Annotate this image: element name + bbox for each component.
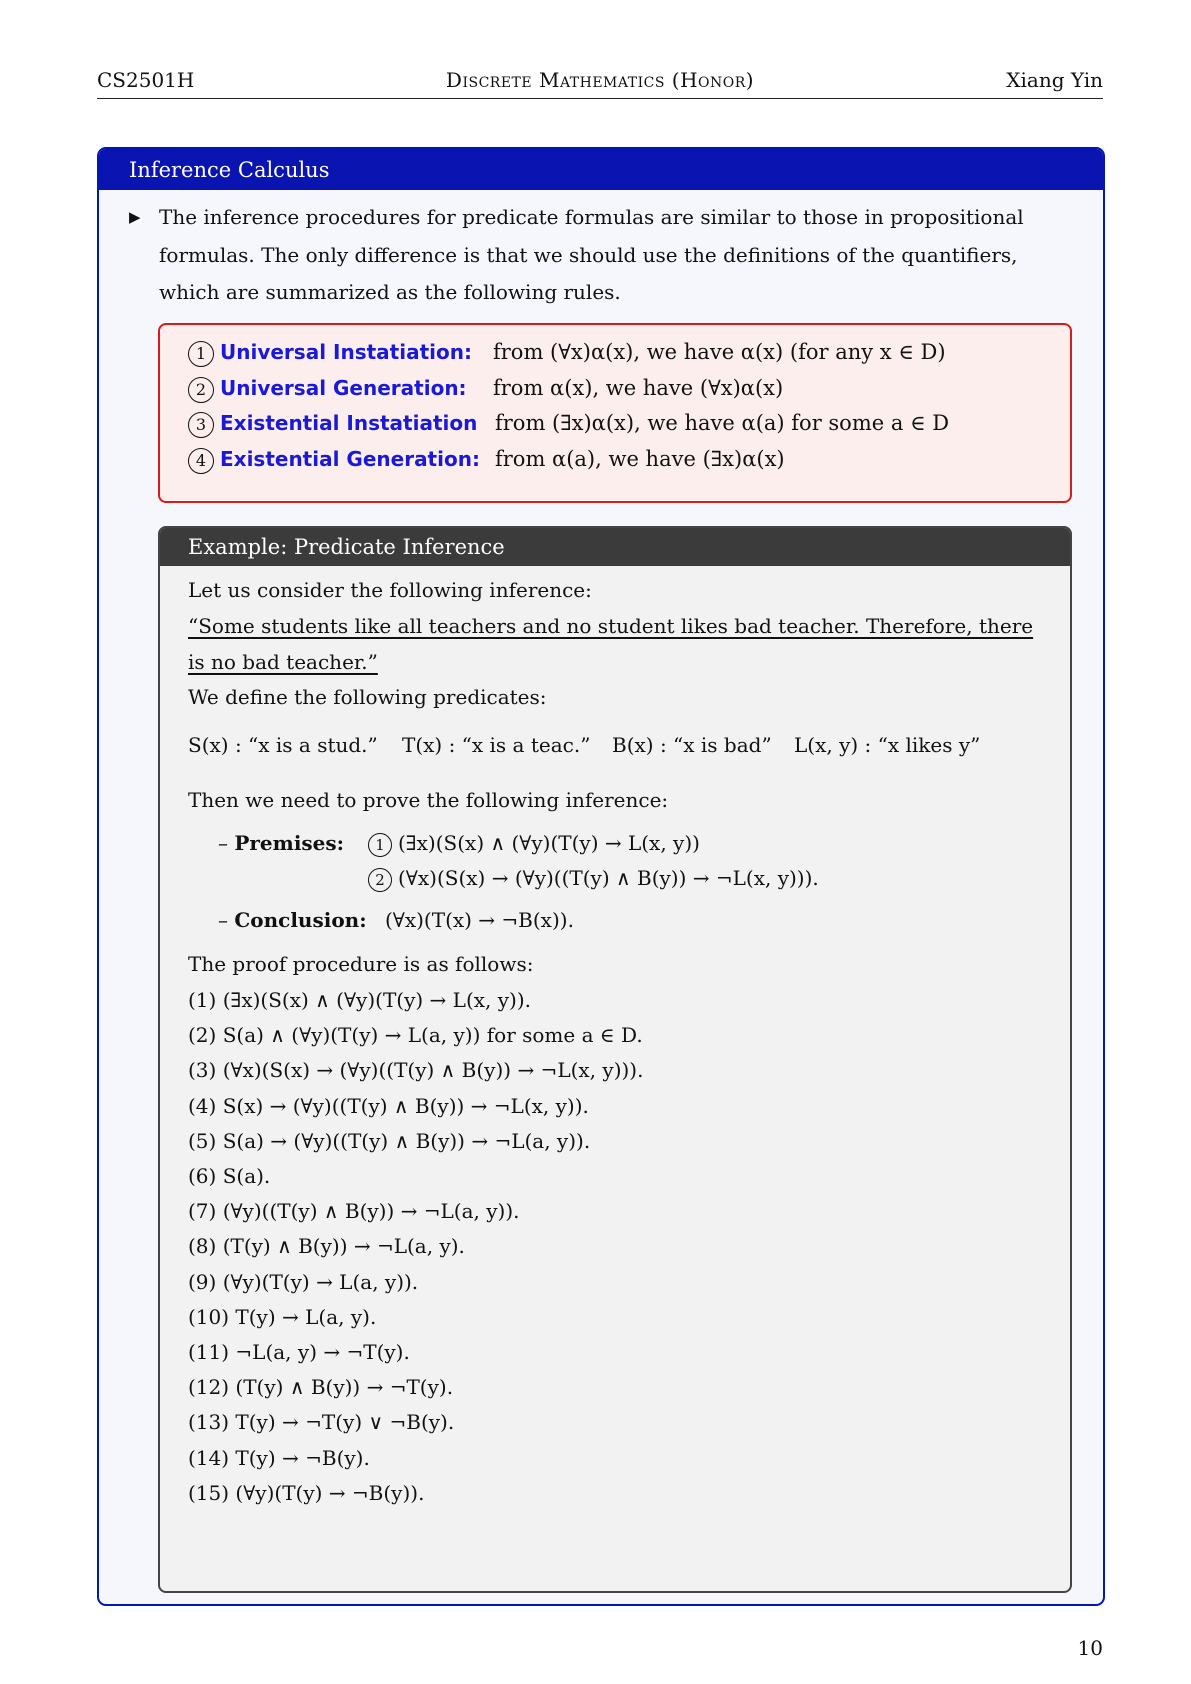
rule-4-text: from α(a), we have (∃x)α(x) — [495, 447, 785, 471]
page-header — [97, 66, 1103, 99]
rule-3 — [188, 411, 950, 447]
premises-row — [218, 831, 344, 855]
premises-label: Premises: — [234, 831, 345, 855]
section-title: Inference Calculus — [99, 149, 1103, 190]
proof-step: (7) (∀y)((T(y) ∧ B(y)) → ¬L(a, y)). — [188, 1199, 520, 1224]
premise-2-formula: (∀x)(S(x) → (∀y)((T(y) ∧ B(y)) → ¬L(x, y))). — [398, 866, 819, 890]
dash-bullet: – — [218, 908, 235, 932]
circled-number-3: 3 — [188, 412, 214, 438]
triangle-bullet-icon: ▶ — [129, 208, 141, 226]
proof-step: (9) (∀y)(T(y) → L(a, y)). — [188, 1269, 419, 1294]
rule-1-text: from (∀x)α(x), we have α(x) (for any x ∈ D) — [493, 340, 946, 364]
proof-step: (4) S(x) → (∀y)((T(y) ∧ B(y)) → ¬L(x, y)). — [188, 1093, 589, 1118]
proof-step: (5) S(a) → (∀y)((T(y) ∧ B(y)) → ¬L(a, y)). — [188, 1128, 591, 1153]
rule-2-text: from α(x), we have (∀x)α(x) — [493, 376, 784, 400]
rule-4 — [188, 447, 785, 483]
proof-step: (10) T(y) → L(a, y). — [188, 1304, 377, 1329]
then-line: Then we need to prove the following inference: — [188, 788, 669, 812]
course-code: CS2501H — [97, 68, 195, 92]
quote-line-1: “Some students like all teachers and no student likes bad teacher. Therefore, there — [188, 614, 1034, 638]
circled-number-1: 1 — [188, 341, 214, 367]
rule-1-name: Universal Instatiation: — [220, 340, 472, 364]
conclusion-formula: (∀x)(T(x) → ¬B(x)). — [384, 908, 574, 932]
intro-paragraph — [129, 199, 1073, 312]
proof-step: (14) T(y) → ¬B(y). — [188, 1445, 370, 1470]
inference-calculus-box — [97, 147, 1105, 1606]
rule-2-name: Universal Generation: — [220, 376, 467, 400]
quote-line-2: is no bad teacher.” — [188, 650, 378, 674]
author-name: Xiang Yin — [1006, 68, 1103, 92]
proof-step: (3) (∀x)(S(x) → (∀y)((T(y) ∧ B(y)) → ¬L(x, y))). — [188, 1058, 644, 1083]
proof-step: (1) (∃x)(S(x) ∧ (∀y)(T(y) → L(x, y)). — [188, 988, 531, 1012]
conclusion-row — [218, 908, 574, 932]
premise-1-formula: (∃x)(S(x) ∧ (∀y)(T(y) → L(x, y)) — [398, 831, 700, 855]
predicate-b: B(x) : “x is bad” — [612, 733, 772, 757]
proof-step: (2) S(a) ∧ (∀y)(T(y) → L(a, y)) for some a ∈ D. — [188, 1023, 643, 1048]
rule-4-name: Existential Generation: — [220, 447, 480, 471]
define-line: We define the following predicates: — [188, 685, 547, 709]
page-number: 10 — [1077, 1636, 1103, 1660]
intro-line-1: The inference procedures for predicate formulas are similar to those in propositional — [159, 205, 1024, 229]
premise-2 — [368, 866, 819, 892]
predicate-s: S(x) : “x is a stud.” — [188, 733, 378, 757]
proof-step: (13) T(y) → ¬T(y) ∨ ¬B(y). — [188, 1410, 455, 1435]
predicate-l: L(x, y) : “x likes y” — [794, 733, 981, 757]
predicate-t: T(x) : “x is a teac.” — [402, 733, 591, 757]
circled-number-2: 2 — [188, 377, 214, 403]
proof-step: (12) (T(y) ∧ B(y)) → ¬T(y). — [188, 1375, 454, 1400]
proof-step: (8) (T(y) ∧ B(y)) → ¬L(a, y). — [188, 1234, 465, 1259]
premise-1 — [368, 831, 700, 857]
example-intro: Let us consider the following inference: — [188, 578, 592, 602]
proof-intro: The proof procedure is as follows: — [188, 952, 534, 976]
conclusion-label: Conclusion: — [234, 908, 367, 932]
rule-1 — [188, 340, 946, 376]
rule-2 — [188, 376, 784, 412]
proof-step: (6) S(a). — [188, 1164, 271, 1188]
rules-box — [158, 323, 1072, 503]
rule-3-name: Existential Instatiation — [220, 411, 478, 435]
intro-line-2: formulas. The only difference is that we should use the definitions of the quantifiers, — [159, 242, 1018, 267]
example-box — [158, 526, 1072, 1593]
course-title: Discrete Mathematics (Honor) — [445, 68, 755, 92]
intro-line-3: which are summarized as the following rules. — [159, 280, 621, 304]
proof-step: (15) (∀y)(T(y) → ¬B(y)). — [188, 1480, 425, 1505]
rule-3-text: from (∃x)α(x), we have α(a) for some a ∈ D — [495, 411, 950, 435]
dash-bullet: – — [218, 831, 235, 855]
circled-number-2: 2 — [368, 868, 392, 892]
circled-number-4: 4 — [188, 448, 214, 474]
circled-number-1: 1 — [368, 833, 392, 857]
proof-step: (11) ¬L(a, y) → ¬T(y). — [188, 1340, 410, 1364]
example-title: Example: Predicate Inference — [160, 528, 1070, 566]
